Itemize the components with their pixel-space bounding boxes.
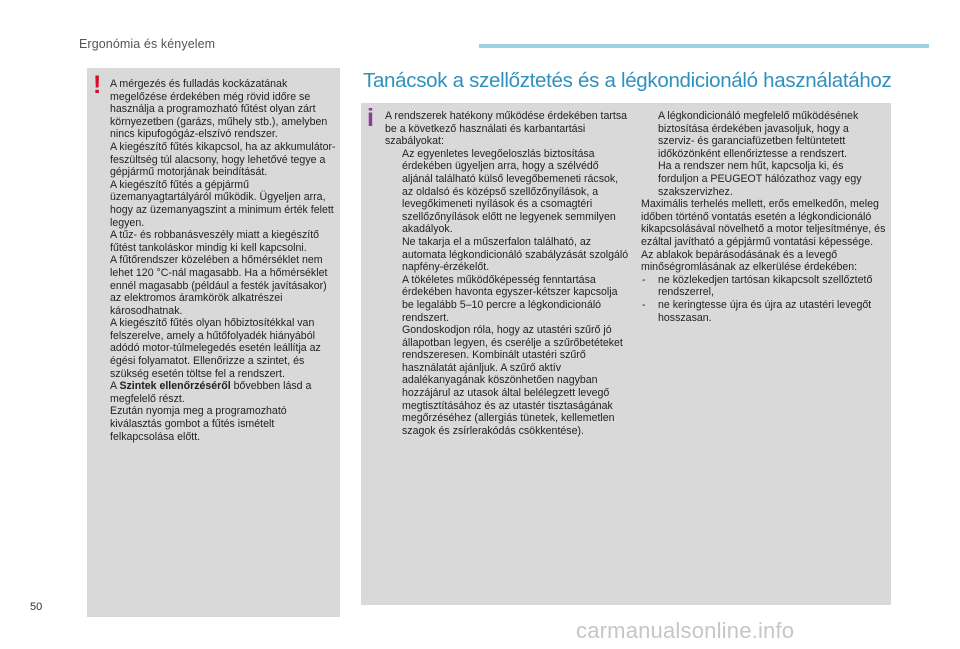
running-header: Ergonómia és kényelem [79,37,216,51]
warning-paragraph: Ezután nyomja meg a programozható kiválasztás gombot a fűtés ismételt felkapcsolása előtt. [110,405,287,443]
warning-paragraph: A kiegészítő fűtés kikapcsol, ha az akkumulátor-feszültség túl alacsony, hogy lehetővé tegye a gépjármű motorjának beindítását. [110,140,336,179]
info-column-1 [385,110,630,437]
warning-paragraph: A fűtőrendszer közelében a hőmérséklet nem lehet 120 °C-nál magasabb. Ha a hőmérséklet ennél magasabb (például a festék javításakor) az elektromos áramkörök alkatrészei károsodhatnak. [110,254,328,317]
reference-link-text: Szintek ellenőrzéséről [119,380,231,393]
list-item: Ne takarja el a műszerfalon található, az automata légkondicionáló szabályzását szolgáló napfény-érzékelőt. [402,235,629,274]
warning-paragraph: A tűz- és robbanásveszély miatt a kiegészítő fűtést tankoláskor mindig ki kell kapcsolni. [110,229,320,254]
info-paragraph-load: Maximális terhelés mellett, erős emelkedőn, meleg időben történő vontatás esetén a légkondicionáló kikapcsolásával növelhető a motor teljesítménye, és ezáltal javítható a gépjármű vontatási képessége. [641,198,886,248]
list-item: Az egyenletes levegőeloszlás biztosítása érdekében ügyeljen arra, hogy a szélvédő aljánál található külső levegőbemeneti rácsok, az oldalsó és középső szellőzőnyílások, a levegőkimeneti nyílások és a csomagtéri szellőzőnyílások előtt ne legyenek semmilyen akadályok. [402,147,619,236]
dash-list-item: - ne közlekedjen tartósan kikapcsolt szellőztető rendszerrel, [642,273,873,299]
list-item: Ha a rendszer nem hűt, kapcsolja ki, és forduljon a PEUGEOT hálózathoz vagy egy szakszervizhez. [658,160,862,198]
dash-list-item: - ne keringtesse újra és újra az utastéri levegőt hosszasan. [642,298,872,324]
info-icon: i [367,104,374,132]
warning-paragraph: A kiegészítő fűtés olyan hőbiztosítékkal van felszerelve, amely a hűtőfolyadék hiányából adódó motor-túlmelegedés esetén leállítja az égési folyamatot. Ellenőrizze a szintet, és szükség esetén töltse fel a rendszert. [110,317,321,380]
warning-reference: A Szintek ellenőrzéséről bővebben lásd a megfelelő részt. [110,380,312,405]
warning-text [110,78,338,443]
warning-paragraph: A mérgezés és fulladás kockázatának megelőzése érdekében még rövid időre se használja a programozható fűtést olyan zárt környezetben (garázs, műhely stb.), amelyben nincs kipufogógáz-elszívó rendszer. [110,78,328,141]
info-column-2 [641,110,886,324]
list-item: A légkondicionáló megfelelő működésének biztosítása érdekében javasoljuk, hogy a szerviz- és garanciafüzetben feltüntetett időközönként ellenőriztesse a rendszert. [658,110,859,160]
info-paragraph-fog: Az ablakok bepárásodásának és a levegő minőségromlásának az elkerülése érdekében: [641,248,858,274]
exclamation-icon: ! [93,71,102,99]
info-intro: A rendszerek hatékony működése érdekében tartsa be a következő használati és karbantartási szabályokat: [385,110,628,148]
watermark: carmanualsonline.info [576,618,795,643]
header-rule [479,44,929,48]
list-item: Gondoskodjon róla, hogy az utastéri szűrő jó állapotban legyen, és cserélje a szűrőbetéteket rendszeresen. Kombinált utastéri szűrő használatát ajánljuk. A szűrő aktív adalékanyagának köszönhetően nagyban hozzájárul az utasok által belélegzett levegő megtisztításához és az utastér tisztaságának megőrzéséhez (allergiás tünetek, kellemetlen szagok és zsírlerakódás csökkentése). [402,324,623,437]
warning-paragraph: A kiegészítő fűtés a gépjármű üzemanyagtartályáról működik. Ügyeljen arra, hogy az üzemanyagszint a minimum érték felett legyen. [110,178,334,229]
list-item: A tökéletes működőképesség fenntartása érdekében havonta egyszer-kétszer kapcsolja be legalább 5–10 percre a légkondicionáló rendszert. [402,273,618,324]
page-number: 50 [30,601,43,613]
section-title: Tanácsok a szellőztetés és a légkondicionáló használatához [363,69,892,92]
